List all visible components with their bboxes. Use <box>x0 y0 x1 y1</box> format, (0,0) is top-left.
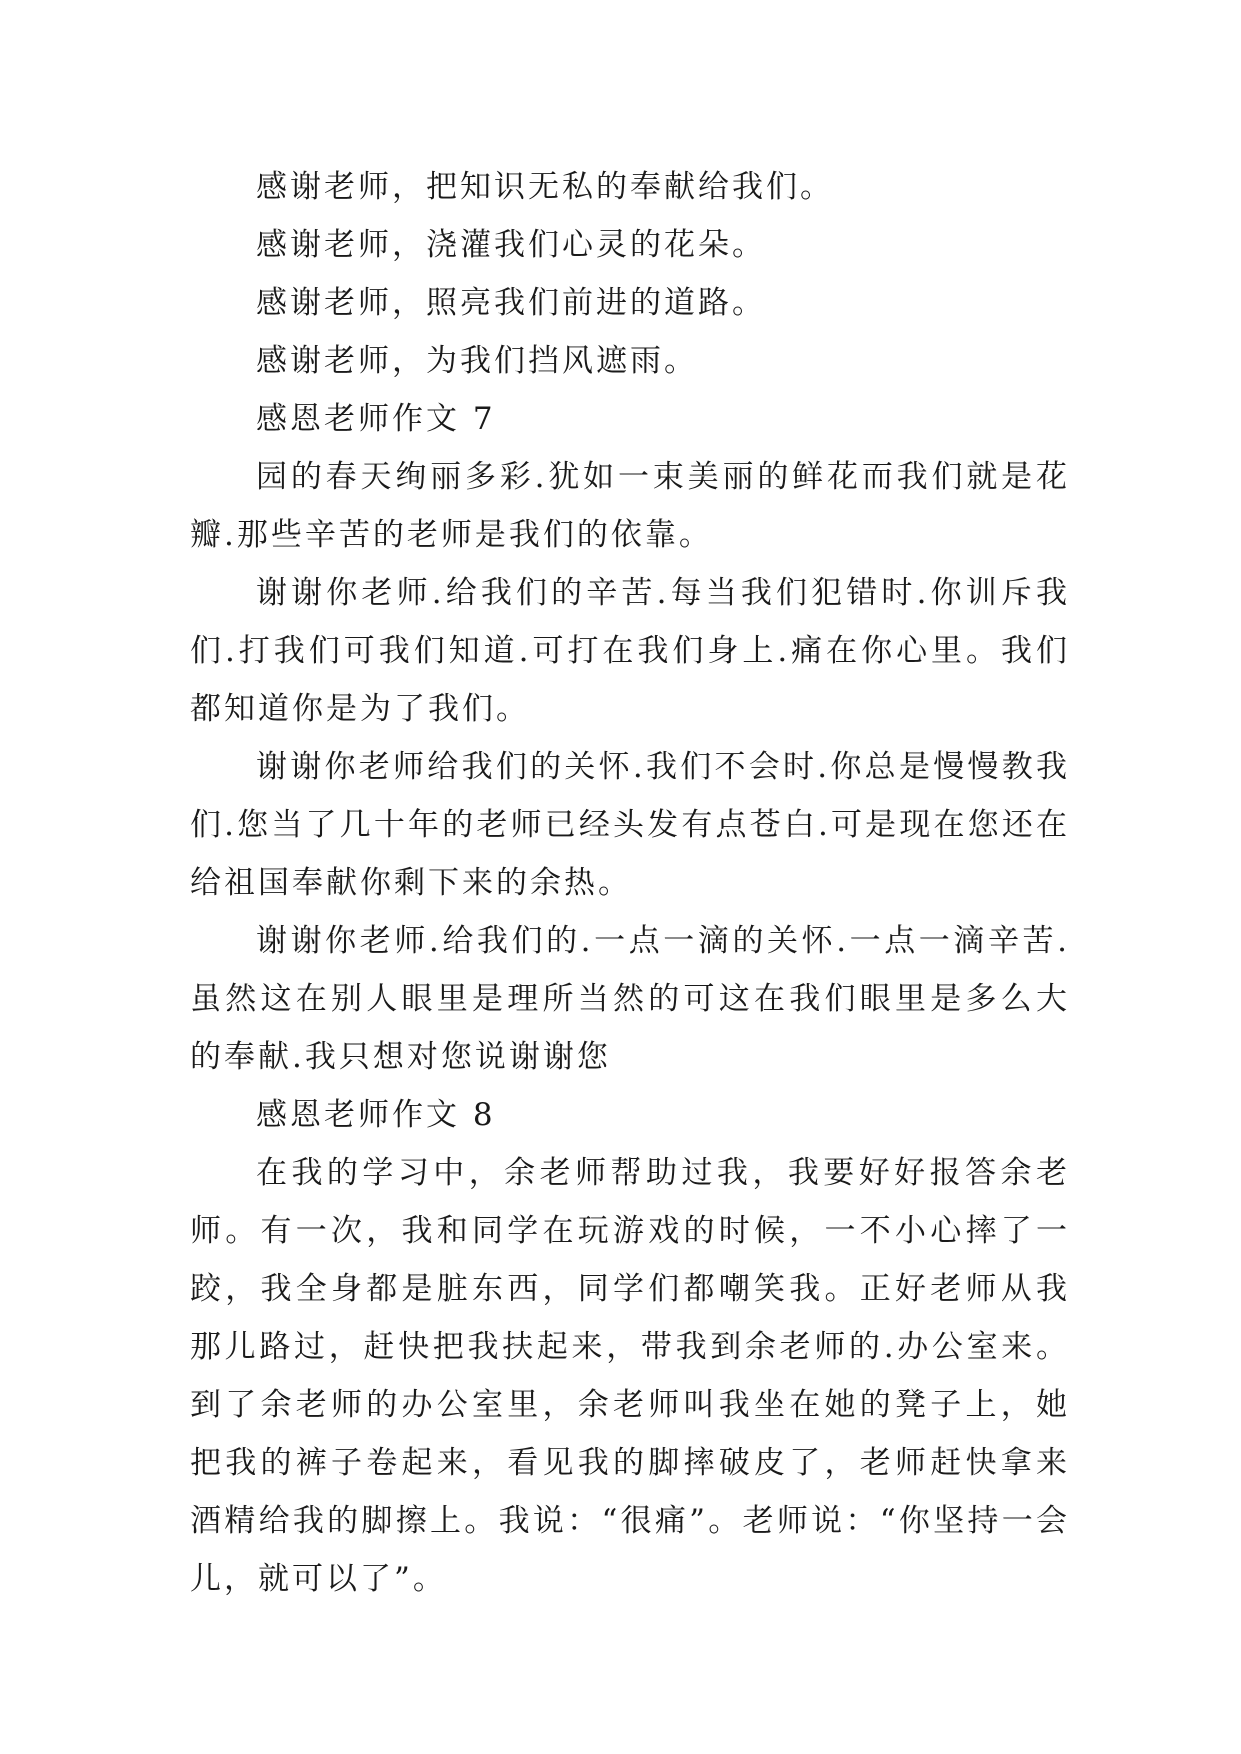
paragraph-teacher-yu-story: 在我的学习中，余老师帮助过我，我要好好报答余老师。有一次，我和同学在玩游戏的时候，一不小心摔了一跤，我全身都是脏东西，同学们都嘲笑我。正好老师从我那儿路过，赶快把我扶起来，带我到余老师的.办公室来。到了余老师的办公室里，余老师叫我坐在她的凳子上，她把我的裤子卷起来，看见我的脚摔破皮了，老师赶快拿来酒精给我的脚擦上。我说：“很痛”。老师说：“你坚持一会儿，就可以了”。 <box>190 1155 1070 1597</box>
paragraph-thanks-hard-work: 谢谢你老师.给我们的辛苦.每当我们犯错时.你训斥我们.打我们可我们知道.可打在我们身上.痛在你心里。我们都知道你是为了我们。 <box>190 575 1070 727</box>
paragraph-thanks-watering: 感谢老师，浇灌我们心灵的花朵。 <box>256 227 766 263</box>
essay-heading-7: 感恩老师作文 7 <box>256 401 496 437</box>
paragraph-thanks-knowledge: 感谢老师，把知识无私的奉献给我们。 <box>256 169 834 205</box>
paragraph-thanks-care: 谢谢你老师给我们的关怀.我们不会时.你总是慢慢教我们.您当了几十年的老师已经头发有点苍白.可是现在您还在给祖国奉献你剩下来的余热。 <box>190 749 1070 901</box>
paragraph-thanks-shelter: 感谢老师，为我们挡风遮雨。 <box>256 343 698 379</box>
document-body <box>190 158 1070 1608</box>
paragraph-spring-garden: 园的春天绚丽多彩.犹如一束美丽的鲜花而我们就是花瓣.那些辛苦的老师是我们的依靠。 <box>190 459 1070 553</box>
essay-heading-8: 感恩老师作文 8 <box>256 1097 496 1133</box>
paragraph-thanks-lighting: 感谢老师，照亮我们前进的道路。 <box>256 285 766 321</box>
paragraph-thanks-bit-by-bit: 谢谢你老师.给我们的.一点一滴的关怀.一点一滴辛苦.虽然这在别人眼里是理所当然的可这在我们眼里是多么大的奉献.我只想对您说谢谢您 <box>190 923 1070 1075</box>
